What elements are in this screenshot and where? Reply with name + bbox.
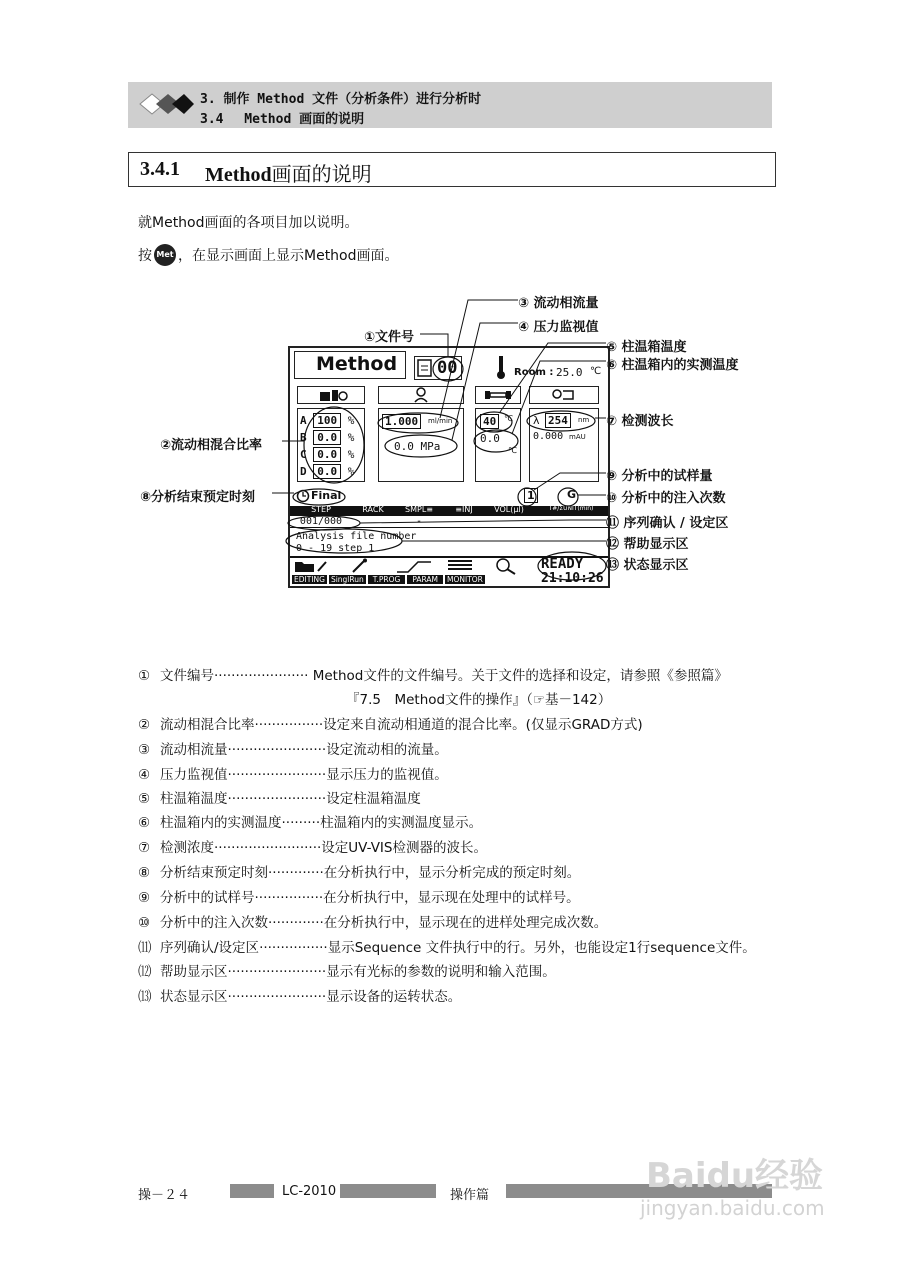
mix-row-a[interactable]: [300, 412, 354, 429]
help-line-2: 0 - 19 step 1: [296, 543, 375, 554]
intro-line-2-text: ，在显示画面上显示Method画面。: [178, 248, 399, 264]
mix-val-d: 0.0: [313, 464, 341, 479]
header-section: 3.4 Method 画面的说明: [200, 112, 365, 127]
seq-col-step: STEP: [311, 505, 331, 514]
item-number: ⑥: [138, 815, 151, 831]
annotation-flow: ③ 流动相流量: [518, 296, 599, 311]
item-number: ⑧: [138, 865, 151, 881]
seq-col-vol: VOL(μl): [494, 505, 524, 514]
seq-col-inj: ≡INJ: [455, 505, 473, 514]
section-title-rest: 画面的说明: [271, 164, 372, 186]
gradient-program-icon: [396, 558, 432, 574]
item-desc: 显示设备的运转状态。: [326, 989, 462, 1005]
annotation-wavelength: ⑦ 检测波长: [606, 414, 674, 429]
header-chapter: 3. 制作 Method 文件（分析条件）进行分析时: [200, 92, 482, 107]
description-item: [138, 664, 728, 684]
item-label: 帮助显示区: [160, 964, 228, 980]
item-label: 分析结束预定时刻: [160, 865, 268, 881]
description-item: [138, 985, 461, 1005]
mix-unit-a: %: [347, 414, 355, 427]
annotation-injection: ⑩ 分析中的注入次数: [606, 491, 726, 506]
item-number: ②: [138, 717, 151, 733]
sequence-row[interactable]: [290, 516, 608, 528]
mix-row-c[interactable]: [300, 446, 354, 463]
annotation-status: ⑬ 状态显示区: [606, 558, 689, 573]
watermark-brand: Baidu经验: [646, 1156, 824, 1196]
item-number: ⑩: [138, 915, 151, 931]
parameter-list-icon: [446, 559, 474, 573]
seq-rack: [352, 516, 394, 527]
wavelength-value[interactable]: 254: [545, 413, 571, 428]
item-number: ⑨: [138, 890, 151, 906]
seq-step: 001/000: [299, 516, 343, 527]
folder-edit-icon: [294, 558, 328, 574]
softkey-singlerun[interactable]: SinglRun: [330, 575, 364, 584]
description-item: [346, 688, 611, 708]
item-desc: 设定流动相的流量。: [326, 742, 448, 758]
sample-no: 1: [524, 488, 538, 503]
diamond-logo-icon: [138, 90, 194, 118]
mix-unit-c: %: [347, 448, 355, 461]
annotation-end-time: ⑧分析结束预定时刻: [140, 490, 256, 505]
description-item: [138, 713, 643, 733]
description-item: [138, 861, 580, 881]
softkey-monitor[interactable]: MONITOR: [447, 575, 483, 584]
item-leader: ·············: [268, 865, 324, 881]
mix-ch-a: A: [300, 414, 307, 427]
item-number: ③: [138, 742, 151, 758]
item-leader: ·······················: [227, 964, 327, 980]
annotation-help: ⑫ 帮助显示区: [606, 537, 689, 552]
pressure-value: 0.0 MPa: [394, 440, 441, 453]
mix-val-a: 100: [313, 413, 341, 428]
section-title: [205, 158, 372, 187]
item-desc: 在分析执行中，显示现在处理中的试样号。: [323, 890, 580, 906]
footer-part: 操作篇: [450, 1188, 490, 1203]
absorbance-unit: mAU: [569, 433, 586, 441]
intro-line-1: 就Method画面的各项目加以说明。: [138, 215, 359, 231]
detector-icon: [551, 388, 577, 402]
softkey-param[interactable]: PARAM: [407, 575, 443, 584]
oven-set[interactable]: 40: [480, 414, 499, 429]
item-number: ⑤: [138, 791, 151, 807]
item-label: 状态显示区: [160, 989, 228, 1005]
item-leader: ················: [254, 890, 324, 906]
mix-unit-b: %: [347, 431, 355, 444]
item-desc: 在分析执行中，显示分析完成的预定时刻。: [323, 865, 581, 881]
injection-count: G: [567, 488, 577, 501]
annotation-pressure: ④ 压力监视值: [518, 320, 599, 335]
thermometer-icon: [492, 354, 510, 380]
footer-page: 操－２４: [138, 1188, 191, 1203]
description-item: [138, 811, 482, 831]
item-label: 序列确认/设定区: [160, 940, 260, 956]
item-number: ⑿: [138, 964, 152, 980]
annotation-oven-temp: ⑤ 柱温箱温度: [606, 340, 687, 355]
description-item: [138, 787, 421, 807]
item-desc: 显示Sequence 文件执行中的行。另外，也能设定1行sequence文件。: [327, 940, 756, 956]
intro-press: 按: [138, 248, 152, 264]
item-label: 柱温箱内的实测温度: [160, 815, 282, 831]
item-label: 检测浓度: [160, 840, 214, 856]
item-number: ⒀: [138, 989, 152, 1005]
item-number: ⑾: [138, 940, 152, 956]
help-line-1: Analysis file number: [296, 531, 417, 542]
met-key-icon: Met: [154, 244, 176, 266]
item-leader: ······················: [214, 668, 309, 684]
item-number: ①: [138, 668, 151, 684]
item-leader: ·······················: [227, 767, 327, 783]
file-no: 00: [437, 358, 458, 378]
absorbance-value: 0.000: [533, 431, 564, 442]
seq-smpl: -: [415, 516, 423, 527]
oven-set-unit: ℃: [504, 414, 513, 423]
item-leader: ·········: [281, 815, 321, 831]
description-item: [138, 936, 756, 956]
room-temp-unit: ℃: [590, 366, 602, 377]
description-item: [138, 911, 607, 931]
seq-col-rack: RACK: [362, 505, 384, 514]
watermark-url: jingyan.baidu.com: [640, 1196, 825, 1220]
footer-model: LC-2010: [282, 1184, 337, 1199]
seq-col-time: T#/ΣUNIT(min): [548, 505, 594, 512]
item-number: ⑦: [138, 840, 151, 856]
item-desc: 在分析执行中，显示现在的进样处理完成次数。: [323, 915, 608, 931]
section-title-bold: Method: [205, 164, 272, 186]
item-desc: Method文件的文件编号。关于文件的选择和设定，请参照《参照篇》: [308, 668, 728, 684]
person-icon: [414, 387, 428, 403]
intro-line-2: [138, 244, 399, 266]
pump-icon: [318, 387, 348, 403]
item-label: 分析中的试样号: [160, 890, 255, 906]
description-item: [138, 836, 487, 856]
annotation-sequence: ⑪ 序列确认 / 设定区: [606, 516, 729, 531]
item-desc: 显示压力的监视值。: [326, 767, 448, 783]
annotation-mix-ratio: ②流动相混合比率: [160, 438, 263, 453]
annotation-sample: ⑨ 分析中的试样量: [606, 469, 713, 484]
footer-bar-1: [230, 1184, 274, 1198]
file-icon: [417, 359, 433, 377]
mix-list: [300, 412, 354, 480]
room-temp: 25.0: [556, 366, 583, 379]
mix-ch-b: B: [300, 431, 307, 444]
mix-unit-d: %: [347, 465, 355, 478]
wavelength-unit: nm: [578, 416, 590, 424]
annotation-file-no: ①文件号: [364, 330, 415, 345]
annotation-oven-actual: ⑥ 柱温箱内的实测温度: [606, 358, 739, 373]
item-leader: ·························: [214, 840, 322, 856]
item-desc: 设定UV-VIS检测器的波长。: [321, 840, 487, 856]
item-leader: ·······················: [227, 791, 327, 807]
item-desc: 设定柱温箱温度: [326, 791, 421, 807]
item-leader: ·······················: [227, 742, 327, 758]
pipette-icon: [350, 558, 368, 574]
seq-col-smpl: SMPL≡: [405, 505, 433, 514]
description-item: [138, 738, 448, 758]
mix-val-b: 0.0: [313, 430, 341, 445]
description-item: [138, 960, 556, 980]
item-number: ④: [138, 767, 151, 783]
mix-row-b[interactable]: [300, 429, 354, 446]
item-label: 分析中的注入次数: [160, 915, 268, 931]
help-area: [296, 531, 416, 555]
final-label: Final: [311, 489, 342, 502]
status-text: READY: [541, 556, 584, 572]
column-oven-icon: [484, 389, 512, 401]
description-item: [138, 886, 580, 906]
lambda-symbol: λ: [533, 414, 540, 427]
item-desc: 设定来自流动相通道的混合比率。(仅显示GRAD方式): [323, 717, 643, 733]
item-leader: ·············: [268, 915, 324, 931]
item-label: 压力监视值: [160, 767, 228, 783]
magnifier-icon: [494, 557, 518, 575]
item-desc: 显示有光标的参数的说明和输入范围。: [326, 964, 556, 980]
mix-ch-c: C: [300, 448, 307, 461]
oven-actual-unit: ℃: [508, 446, 517, 455]
softkey-tprog[interactable]: T.PROG: [368, 575, 406, 584]
description-item: [138, 763, 448, 783]
screen-title: Method: [316, 353, 398, 375]
softkey-editing[interactable]: EDITING: [294, 575, 325, 584]
item-label: 柱温箱温度: [160, 791, 228, 807]
item-leader: ················: [259, 940, 328, 956]
item-desc: 『7.5 Method文件的操作』（☞基－142）: [346, 692, 612, 708]
item-label: 文件编号: [160, 668, 214, 684]
item-leader: ················: [254, 717, 324, 733]
room-label: Room :: [514, 367, 554, 378]
item-label: 流动相混合比率: [160, 717, 255, 733]
section-number: 3.4.1: [140, 158, 180, 180]
footer-bar-2: [340, 1184, 436, 1198]
flow-value[interactable]: 1.000: [382, 414, 421, 429]
mix-ch-d: D: [300, 465, 307, 478]
oven-actual: 0.0: [480, 432, 500, 445]
flow-unit: ml/min: [428, 417, 453, 425]
item-leader: ·······················: [227, 989, 327, 1005]
clock-text: 21:10:26: [541, 571, 604, 586]
mix-row-d[interactable]: [300, 463, 354, 480]
item-desc: 柱温箱内的实测温度显示。: [320, 815, 483, 831]
mix-val-c: 0.0: [313, 447, 341, 462]
item-label: 流动相流量: [160, 742, 228, 758]
sequence-header-cells: [290, 505, 608, 514]
softkey-row: [292, 575, 485, 584]
clock-icon: [296, 489, 310, 503]
